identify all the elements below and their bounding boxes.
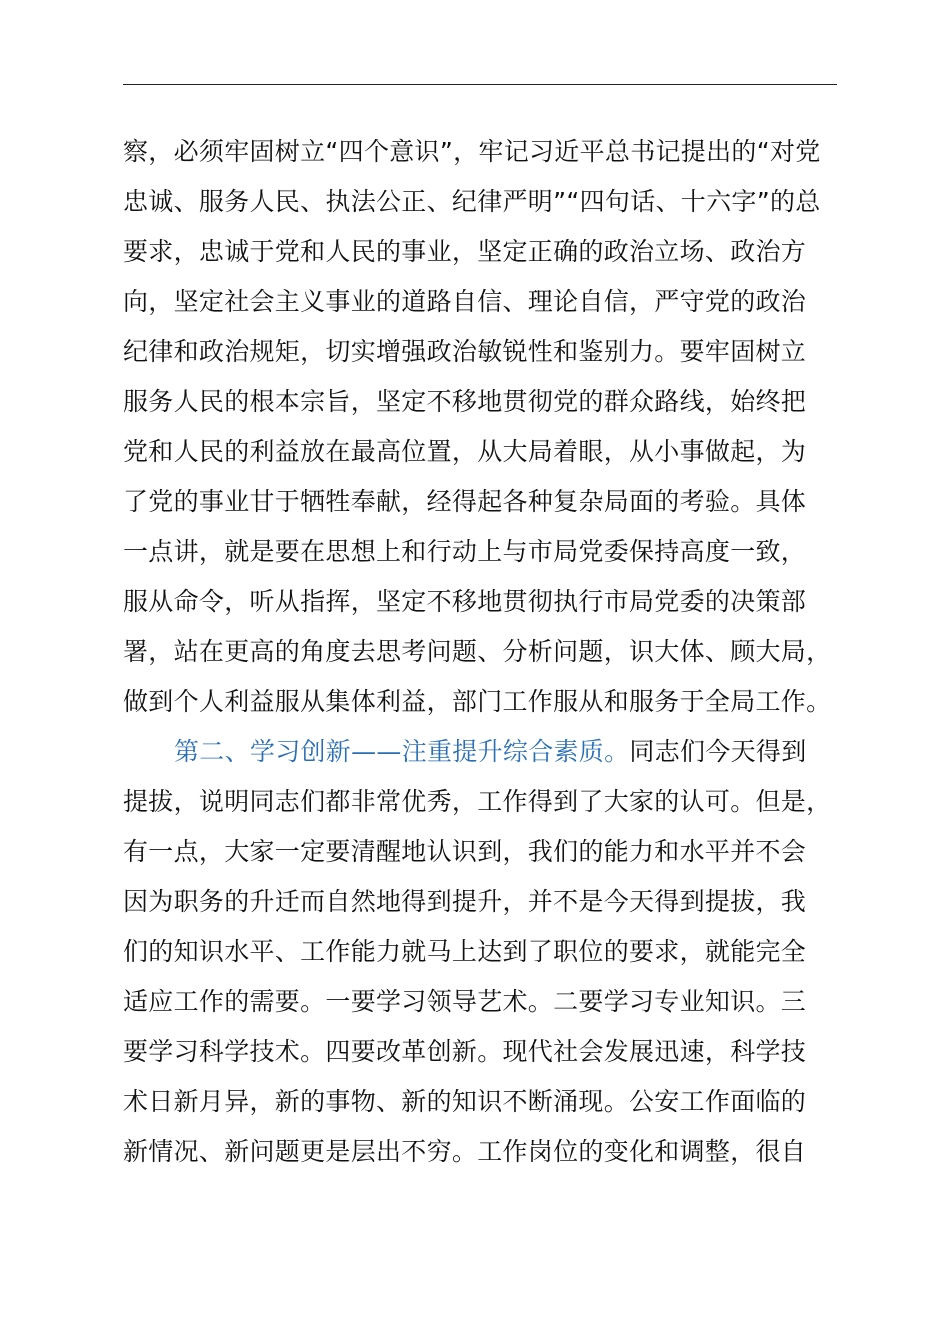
section-2-heading: 第二、学习创新——注重提升综合素质。 — [174, 737, 630, 766]
text-line: 纪律和政治规矩，切实增强政治敏锐性和鉴别力。要牢固树立 — [123, 337, 807, 366]
section-2-first-line — [123, 727, 837, 777]
text-line: 一点讲，就是要在思想上和行动上与市局党委保持高度一致， — [123, 537, 807, 566]
text-line: 服务人民的根本宗旨，坚定不移地贯彻党的群众路线，始终把 — [123, 387, 807, 416]
text-line: 要学习科学技术。四要改革创新。现代社会发展迅速，科学技 — [123, 1037, 807, 1066]
text-line: 做到个人利益服从集体利益，部门工作服从和服务于全局工作。 — [123, 687, 832, 716]
text-line: 术日新月异，新的事物、新的知识不断涌现。公安工作面临的 — [123, 1087, 807, 1116]
text-line: 忠诚、服务人民、执法公正、纪律严明”“四句话、十六字”的总 — [123, 187, 821, 216]
text-line: 党和人民的利益放在最高位置，从大局着眼，从小事做起，为 — [123, 437, 807, 466]
text-line: 新情况、新问题更是层出不穷。工作岗位的变化和调整，很自 — [123, 1137, 807, 1166]
header-rule — [123, 84, 837, 85]
text-line: 提拔，说明同志们都非常优秀，工作得到了大家的认可。但是， — [123, 787, 832, 816]
body-text — [123, 127, 837, 1177]
text-line: 要求，忠诚于党和人民的事业，坚定正确的政治立场、政治方 — [123, 237, 807, 266]
text-line: 向，坚定社会主义事业的道路自信、理论自信，严守党的政治 — [123, 287, 807, 316]
text-line: 察，必须牢固树立“四个意识”，牢记习近平总书记提出的“对党 — [123, 137, 821, 166]
text-line: 有一点，大家一定要清醒地认识到，我们的能力和水平并不会 — [123, 837, 807, 866]
text-line: 署，站在更高的角度去思考问题、分析问题，识大体、顾大局， — [123, 637, 832, 666]
text-line: 服从命令，听从指挥，坚定不移地贯彻执行市局党委的决策部 — [123, 587, 807, 616]
section-2-lead-text: 同志们今天得到 — [629, 737, 807, 766]
text-line: 因为职务的升迁而自然地得到提升，并不是今天得到提拔，我 — [123, 887, 807, 916]
text-line: 了党的事业甘于牺牲奉献，经得起各种复杂局面的考验。具体 — [123, 487, 807, 516]
text-line: 适应工作的需要。一要学习领导艺术。二要学习专业知识。三 — [123, 987, 807, 1016]
text-line: 们的知识水平、工作能力就马上达到了职位的要求，就能完全 — [123, 937, 807, 966]
